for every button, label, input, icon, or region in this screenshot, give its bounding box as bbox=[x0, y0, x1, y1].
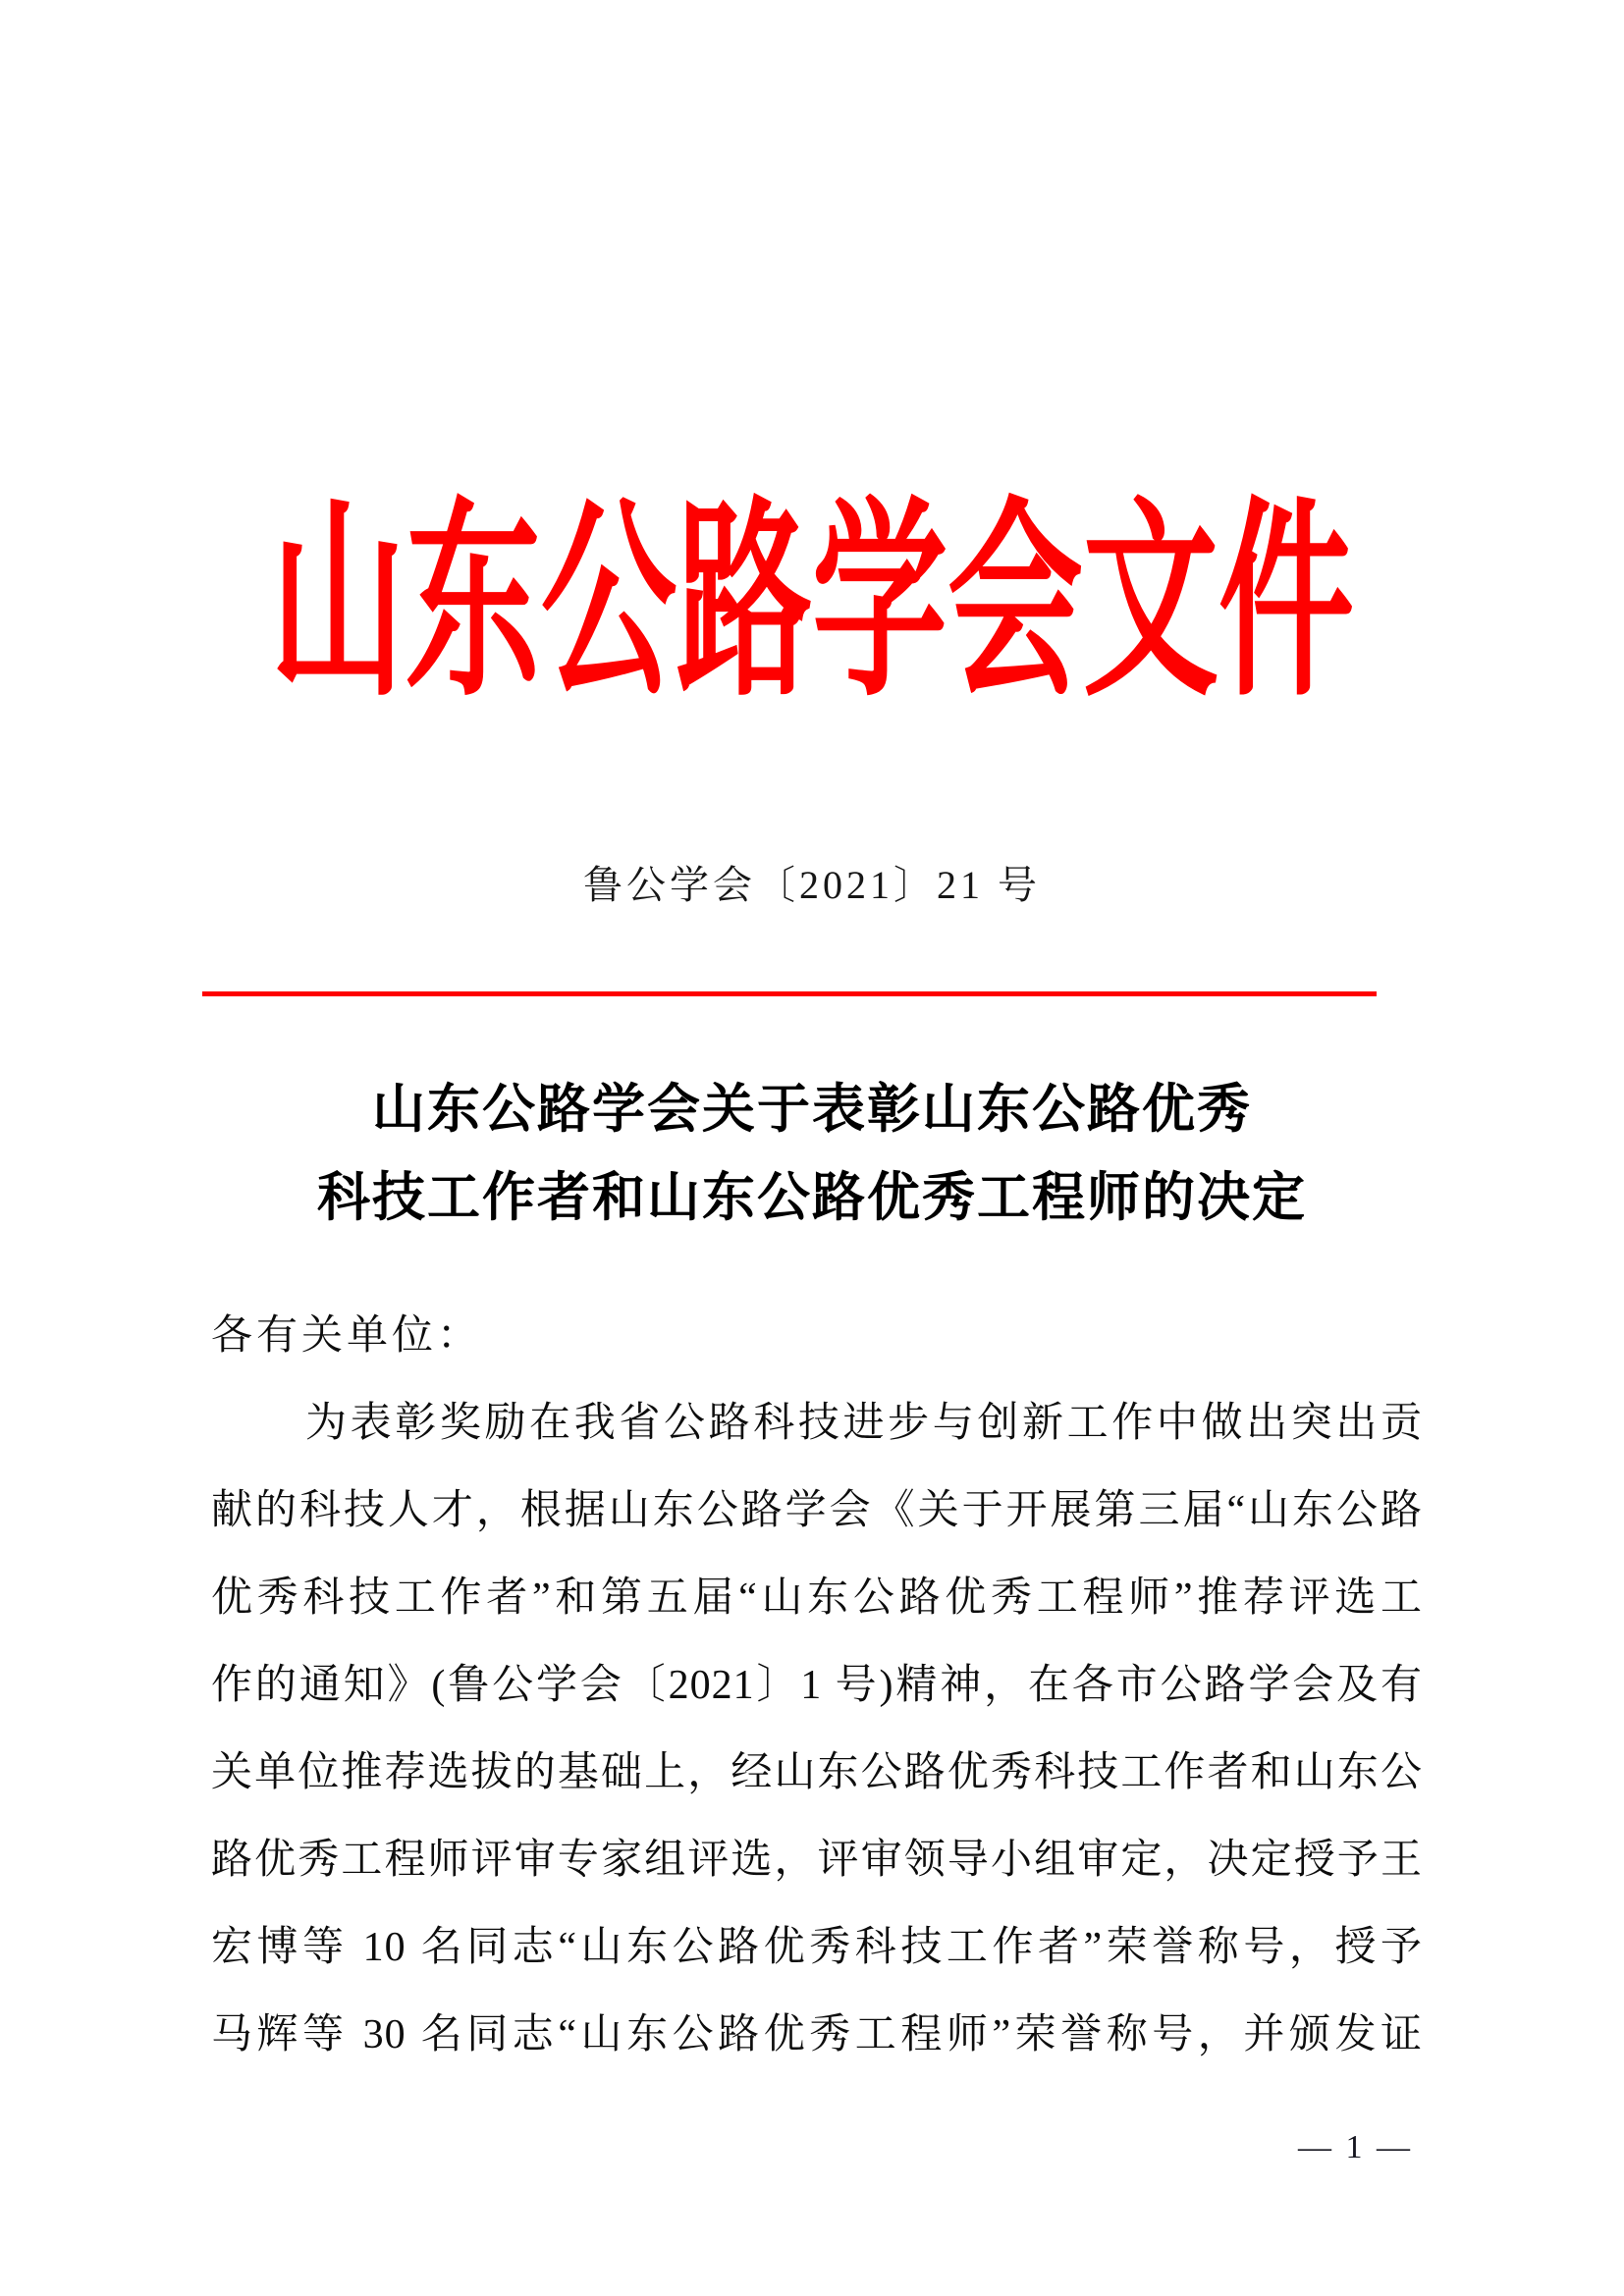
body-line: 优秀科技工作者”和第五届“山东公路优秀工程师”推荐评选工 bbox=[211, 1575, 1423, 1621]
document-title-line-2: 科技工作者和山东公路优秀工程师的决定 bbox=[317, 1168, 1307, 1227]
red-separator-line bbox=[202, 991, 1377, 996]
body-line: 为表彰奖励在我省公路科技进步与创新工作中做出突出贡 bbox=[305, 1401, 1423, 1446]
masthead-title: 山东公路学会文件 bbox=[269, 487, 1354, 722]
body-line: 宏博等 10 名同志“山东公路优秀科技工作者”荣誉称号，授予 bbox=[211, 1925, 1423, 1970]
body-line: 作的通知》(鲁公学会〔2021〕1 号)精神，在各市公路学会及有 bbox=[211, 1663, 1423, 1708]
body-line: 路优秀工程师评审专家组评选，评审领导小组审定，决定授予王 bbox=[211, 1838, 1423, 1883]
body-line: 马辉等 30 名同志“山东公路优秀工程师”荣誉称号，并颁发证 bbox=[211, 2012, 1423, 2057]
body-line: 献的科技人才，根据山东公路学会《关于开展第三届“山东公路 bbox=[211, 1488, 1423, 1533]
body-line: 关单位推荐选拔的基础上，经山东公路优秀科技工作者和山东公 bbox=[211, 1750, 1423, 1795]
document-number: 鲁公学会〔2021〕21 号 bbox=[583, 863, 1041, 907]
document-title bbox=[0, 1065, 1624, 1242]
document-title-line-1: 山东公路学会关于表彰山东公路优秀 bbox=[372, 1080, 1252, 1139]
salutation-line: 各有关单位： bbox=[211, 1313, 483, 1359]
page-number: — 1 — bbox=[1298, 2129, 1413, 2165]
document-body bbox=[211, 1293, 1423, 2079]
